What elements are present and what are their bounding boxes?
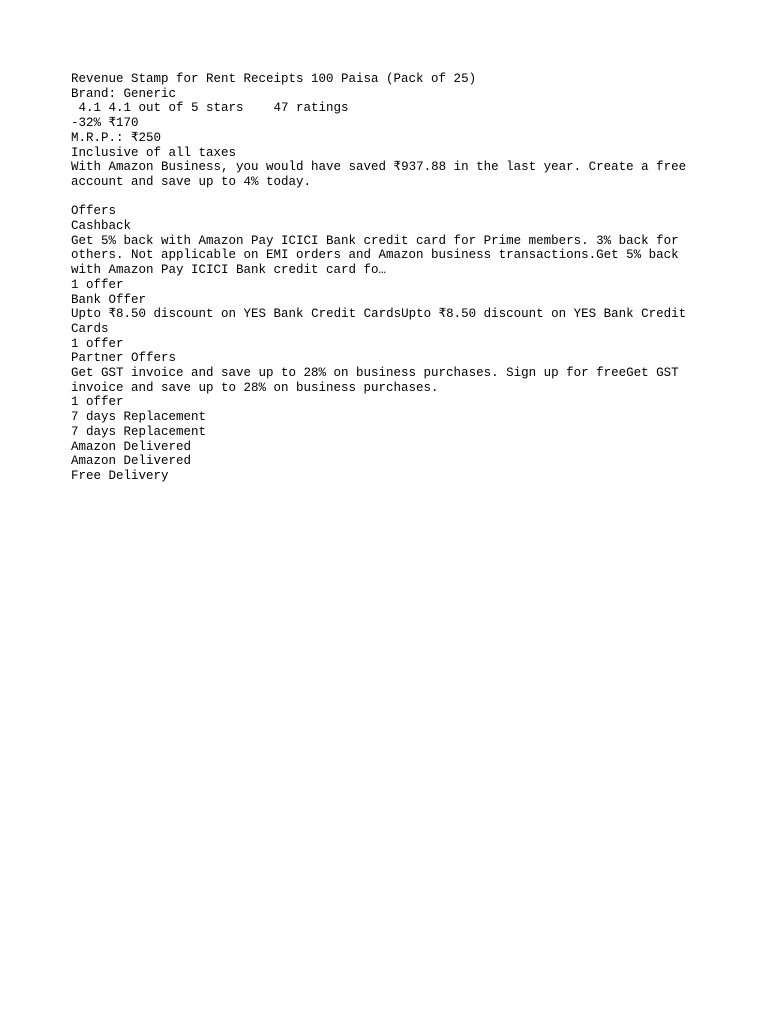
offer-card-partner-offers[interactable] bbox=[71, 351, 701, 410]
offer-text: Upto ₹8.50 discount on YES Bank Credit CardsUpto ₹8.50 discount on YES Bank Credit Cards bbox=[71, 307, 694, 336]
tax-note: Inclusive of all taxes bbox=[71, 145, 237, 160]
offer-card-bank-offer[interactable] bbox=[71, 293, 701, 352]
offer-card-cashback[interactable] bbox=[71, 219, 701, 293]
product-price: -32% ₹170 bbox=[71, 116, 139, 131]
product-page bbox=[71, 72, 701, 484]
offer-title: Cashback bbox=[71, 219, 132, 234]
feature-replacement[interactable]: 7 days Replacement bbox=[71, 410, 207, 425]
offer-title: Partner Offers bbox=[71, 351, 177, 366]
offer-title: Bank Offer bbox=[71, 292, 147, 307]
offer-text: Get GST invoice and save up to 28% on business purchases. Sign up for freeGet GST invoice and save up to 28% on business purchases. bbox=[71, 366, 687, 395]
feature-replacement-label: 7 days Replacement bbox=[71, 424, 207, 439]
offer-count-link[interactable]: 1 offer bbox=[71, 336, 124, 351]
feature-free-delivery[interactable]: Free Delivery bbox=[71, 468, 169, 483]
product-rating[interactable]: 4.1 4.1 out of 5 stars 47 ratings bbox=[71, 101, 349, 116]
business-savings-note[interactable]: With Amazon Business, you would have saved ₹937.88 in the last year. Create a free account and save up to 4% today. bbox=[71, 160, 694, 189]
feature-amazon-delivered-label: Amazon Delivered bbox=[71, 454, 192, 469]
offers-section bbox=[71, 204, 701, 410]
product-title[interactable]: Revenue Stamp for Rent Receipts 100 Paisa (Pack of 25) bbox=[71, 72, 477, 86]
feature-amazon-delivered[interactable]: Amazon Delivered bbox=[71, 439, 192, 454]
offer-count-link[interactable]: 1 offer bbox=[71, 395, 124, 410]
product-brand[interactable]: Brand: Generic bbox=[71, 86, 177, 101]
offer-text: Get 5% back with Amazon Pay ICICI Bank credit card for Prime members. 3% back for others. Not applicable on EMI orders and Amazon business transactions.Get 5% back with Amazon Pay ICICI Bank credit card fo… bbox=[71, 233, 687, 278]
offer-count-link[interactable]: 1 offer bbox=[71, 277, 124, 292]
offers-heading: Offers bbox=[71, 204, 117, 219]
product-mrp: M.R.P.: ₹250 bbox=[71, 130, 162, 145]
section-spacer bbox=[71, 190, 701, 205]
delivery-features bbox=[71, 410, 701, 484]
